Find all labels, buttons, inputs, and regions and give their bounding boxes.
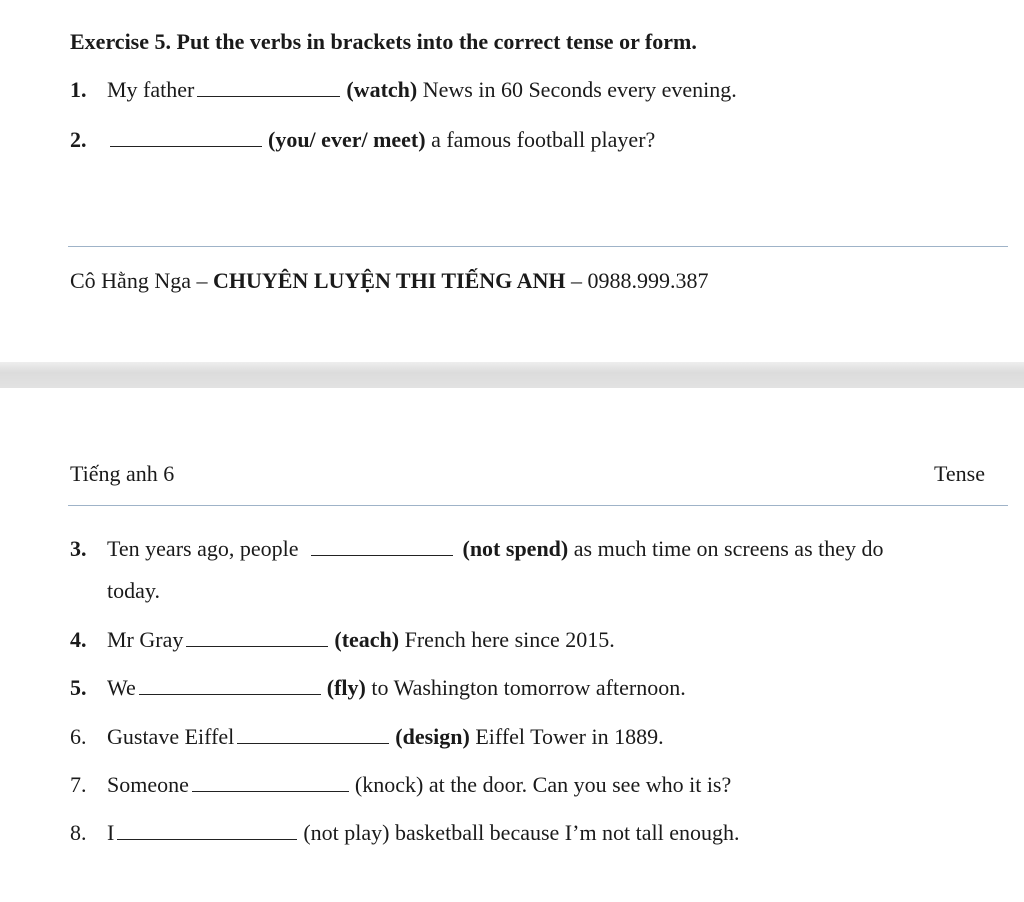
- question-6: [70, 724, 664, 750]
- question-5: [70, 675, 686, 701]
- question-7: [70, 772, 731, 798]
- question-text-after: basketball because I’m not tall enough.: [389, 820, 740, 845]
- question-8: [70, 820, 740, 846]
- footer-author: Cô Hằng Nga –: [70, 268, 213, 293]
- question-number: 2.: [70, 127, 87, 152]
- question-text-before: We: [107, 675, 136, 700]
- header-divider: [68, 505, 1008, 506]
- verb-hint: (design): [395, 724, 470, 749]
- question-3-continued: today.: [107, 578, 160, 603]
- verb-hint: (knock): [354, 772, 424, 797]
- question-number: 4.: [70, 627, 87, 652]
- question-text-before: I: [107, 820, 115, 845]
- question-4: [70, 627, 615, 653]
- verb-hint: (fly): [326, 675, 366, 700]
- worksheet-page-2: [0, 388, 1024, 902]
- question-number: 6.: [70, 724, 87, 749]
- question-text-after: Eiffel Tower in 1889.: [469, 724, 664, 749]
- question-number: 5.: [70, 675, 87, 700]
- answer-blank[interactable]: [186, 628, 328, 647]
- footer-divider: [68, 246, 1008, 247]
- exercise-title: Exercise 5. Put the verbs in brackets into the correct tense or form.: [70, 29, 697, 54]
- worksheet-page-1: [0, 0, 1024, 362]
- verb-hint: (watch): [346, 77, 418, 102]
- answer-blank[interactable]: [197, 78, 340, 97]
- question-number: 7.: [70, 772, 87, 797]
- answer-blank[interactable]: [311, 537, 453, 556]
- question-text-after: a famous football player?: [425, 127, 656, 152]
- question-text-after: at the door. Can you see who it is?: [423, 772, 732, 797]
- footer-phone: – 0988.999.387: [565, 268, 709, 293]
- question-text-after: as much time on screens as they do: [568, 536, 884, 561]
- question-1: [70, 77, 737, 103]
- footer-brand: CHUYÊN LUYỆN THI TIẾNG ANH: [212, 268, 566, 293]
- header-topic: Tense: [934, 461, 985, 486]
- question-text-before: My father: [107, 77, 195, 102]
- question-number: 8.: [70, 820, 87, 845]
- question-text-after: News in 60 Seconds every evening.: [417, 77, 737, 102]
- verb-hint: (not play): [303, 820, 390, 845]
- answer-blank[interactable]: [110, 128, 262, 147]
- answer-blank[interactable]: [139, 676, 321, 695]
- question-text-before: Mr Gray: [107, 627, 184, 652]
- question-text-before: Gustave Eiffel: [107, 724, 235, 749]
- page-footer: [70, 268, 708, 294]
- answer-blank[interactable]: [237, 725, 389, 744]
- question-text-after: to Washington tomorrow afternoon.: [365, 675, 686, 700]
- question-text-before: Ten years ago, people: [107, 536, 299, 561]
- page-separator: [0, 362, 1024, 388]
- question-3: [70, 536, 884, 562]
- verb-hint: (not spend): [462, 536, 569, 561]
- verb-hint: (you/ ever/ meet): [268, 127, 426, 152]
- question-text-after: French here since 2015.: [399, 627, 615, 652]
- question-number: 3.: [70, 536, 87, 561]
- question-number: 1.: [70, 77, 87, 102]
- header-subject: Tiếng anh 6: [70, 461, 175, 486]
- answer-blank[interactable]: [192, 773, 349, 792]
- verb-hint: (teach): [334, 627, 400, 652]
- question-text-before: Someone: [107, 772, 189, 797]
- question-2: [70, 127, 655, 153]
- answer-blank[interactable]: [117, 821, 297, 840]
